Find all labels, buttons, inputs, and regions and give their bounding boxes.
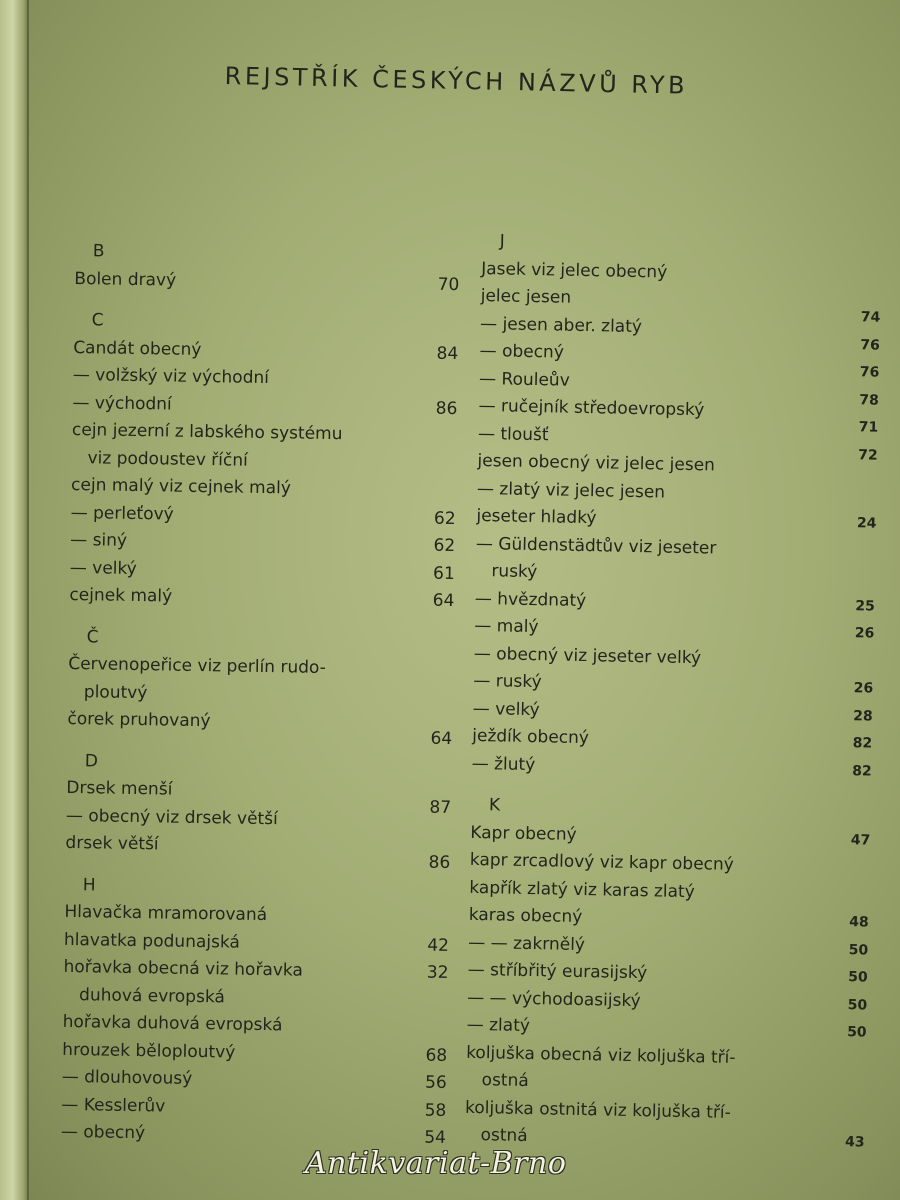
page-number: 82 xyxy=(852,762,872,780)
entry-name: duhová evropská xyxy=(78,984,226,1007)
page-number: 26 xyxy=(854,625,875,642)
entry-name: Candát obecný xyxy=(73,337,202,360)
page-number: 74 xyxy=(860,309,881,326)
page-number: 68 xyxy=(425,1045,448,1066)
entry-name: — Kesslerův xyxy=(61,1094,166,1117)
entry-name: — obecný xyxy=(479,340,565,363)
entry-name: — obecný xyxy=(60,1121,146,1144)
index-right-column xyxy=(464,228,882,1157)
entry-name: — východní xyxy=(72,392,172,415)
entry-name: ruský xyxy=(491,561,538,583)
entry-name: čorek pruhovaný xyxy=(67,708,211,732)
page-number: 25 xyxy=(855,597,875,615)
entry-name: — obecný viz jeseter velký xyxy=(473,643,702,668)
entry-name: — zlatý viz jelec jesen xyxy=(476,478,666,503)
page-number: 50 xyxy=(848,969,868,986)
entry-name: viz podoustev říční xyxy=(87,447,248,471)
page-edge xyxy=(27,0,29,1200)
entry-name: jesen obecný viz jelec jesen xyxy=(477,450,716,476)
entry-name: hrouzek běloploutvý xyxy=(62,1039,236,1063)
entry-name: ježdík obecný xyxy=(472,725,590,749)
page-number: 50 xyxy=(846,1024,867,1041)
entry-name: — velký xyxy=(69,557,137,579)
entry-name: — — východoasijský xyxy=(467,987,641,1011)
entry-name: Jasek viz jelec obecný xyxy=(481,258,668,283)
entry-name: — dlouhovousý xyxy=(61,1066,193,1089)
entry-name: — ruský xyxy=(473,670,542,693)
entry-name: drsek větší xyxy=(65,832,159,855)
entry-name: — Güldenstädtův viz jeseter xyxy=(475,533,717,559)
entry-name: — volžský viz východní xyxy=(72,364,270,389)
entry-name: — tloušť xyxy=(477,423,549,445)
page-number: 58 xyxy=(424,1100,447,1121)
entry-name: jelec jesen xyxy=(480,285,572,308)
entry-name: — obecný viz drsek větší xyxy=(65,805,278,829)
entry-name: — jesen aber. zlatý xyxy=(479,313,643,337)
entry-name: cejnek malý xyxy=(69,584,173,607)
page-number: 47 xyxy=(850,831,871,849)
page-number: 64 xyxy=(432,590,455,612)
page-number: 32 xyxy=(426,962,449,983)
entry-name: hlavatka podunajská xyxy=(63,929,241,953)
page-number: 86 xyxy=(428,852,451,873)
entry-name: — perleťový xyxy=(70,502,174,525)
entry-name: — stříbřitý eurasijský xyxy=(467,959,648,984)
entry-name: ostná xyxy=(481,1070,529,1092)
entry-name: kapřík zlatý viz karas zlatý xyxy=(469,877,695,902)
section-letter: J xyxy=(499,231,505,252)
entry-name: Kapr obecný xyxy=(470,822,577,845)
entry-name: — hvězdnatý xyxy=(474,588,587,611)
section-letter: B xyxy=(92,241,105,262)
entry-name: koljuška ostnitá viz koljuška tří- xyxy=(464,1097,731,1123)
page-number: 42 xyxy=(427,935,450,956)
page-number: 78 xyxy=(859,391,879,409)
page-number: 26 xyxy=(853,680,874,697)
entry-name: — Rouleův xyxy=(478,368,570,391)
entry-name: — velký xyxy=(472,698,540,720)
page-number: 70 xyxy=(437,274,460,295)
page-number: 62 xyxy=(433,508,456,529)
page-number: 84 xyxy=(436,343,459,364)
section-letter: K xyxy=(488,795,501,816)
entry-name: hořavka obecná viz hořavka xyxy=(63,956,304,981)
page-number: 76 xyxy=(859,364,880,381)
page-number: 64 xyxy=(430,728,453,749)
page-title: REJSTŘÍK ČESKÝCH NÁZVŮ RYB xyxy=(224,62,689,100)
page-number: 76 xyxy=(860,336,880,354)
page-number: 28 xyxy=(853,707,873,725)
entry-name: Bolen dravý xyxy=(74,268,177,291)
page-number: 72 xyxy=(858,446,878,464)
entry-name: ostná xyxy=(480,1125,528,1147)
page-number: 50 xyxy=(847,996,868,1014)
section-letter: Č xyxy=(86,626,99,647)
entry-name: jeseter hladký xyxy=(476,505,597,529)
entry-name: — siný xyxy=(70,529,128,551)
section-letter: H xyxy=(82,874,96,895)
entry-name: koljuška obecná viz koljuška tří- xyxy=(465,1042,736,1068)
page-number: 54 xyxy=(424,1127,447,1148)
book-spine xyxy=(0,0,28,1200)
page-number: 61 xyxy=(432,563,455,584)
entry-name: — — zakrnělý xyxy=(468,932,586,955)
section-letter: C xyxy=(91,310,104,331)
entry-name: cejn malý viz cejnek malý xyxy=(70,474,292,499)
entry-name: cejn jezerní z labského systému xyxy=(71,419,343,445)
entry-name: karas obecný xyxy=(468,904,583,928)
entry-name: — žlutý xyxy=(471,753,536,775)
page-number: 48 xyxy=(849,914,869,931)
page-number: 82 xyxy=(852,735,873,752)
index-left-column xyxy=(61,238,460,1152)
page-number: 56 xyxy=(424,1072,447,1093)
page-number: 43 xyxy=(844,1134,865,1151)
page-number: 24 xyxy=(856,515,877,532)
entry-name: Hlavačka mramorovaná xyxy=(64,901,268,926)
watermark: Antikvariat-Brno xyxy=(305,1146,567,1181)
entry-name: Červenopeřice viz perlín rudo- xyxy=(68,653,327,678)
page-number: 87 xyxy=(429,797,452,818)
page-number: 71 xyxy=(858,419,879,436)
entry-name: hořavka duhová evropská xyxy=(62,1011,283,1036)
entry-name: — ručejník středoevropský xyxy=(478,395,705,421)
entry-name: Drsek menší xyxy=(66,777,173,800)
entry-name: kapr zrcadlový viz kapr obecný xyxy=(469,849,734,875)
page-number: 62 xyxy=(433,535,456,557)
page-number: 86 xyxy=(435,398,458,419)
entry-name: — zlatý xyxy=(466,1014,531,1037)
entry-name: ploutvý xyxy=(83,681,148,703)
section-letter: D xyxy=(84,750,99,771)
entry-name: — malý xyxy=(474,615,539,638)
page-number: 50 xyxy=(848,941,869,959)
